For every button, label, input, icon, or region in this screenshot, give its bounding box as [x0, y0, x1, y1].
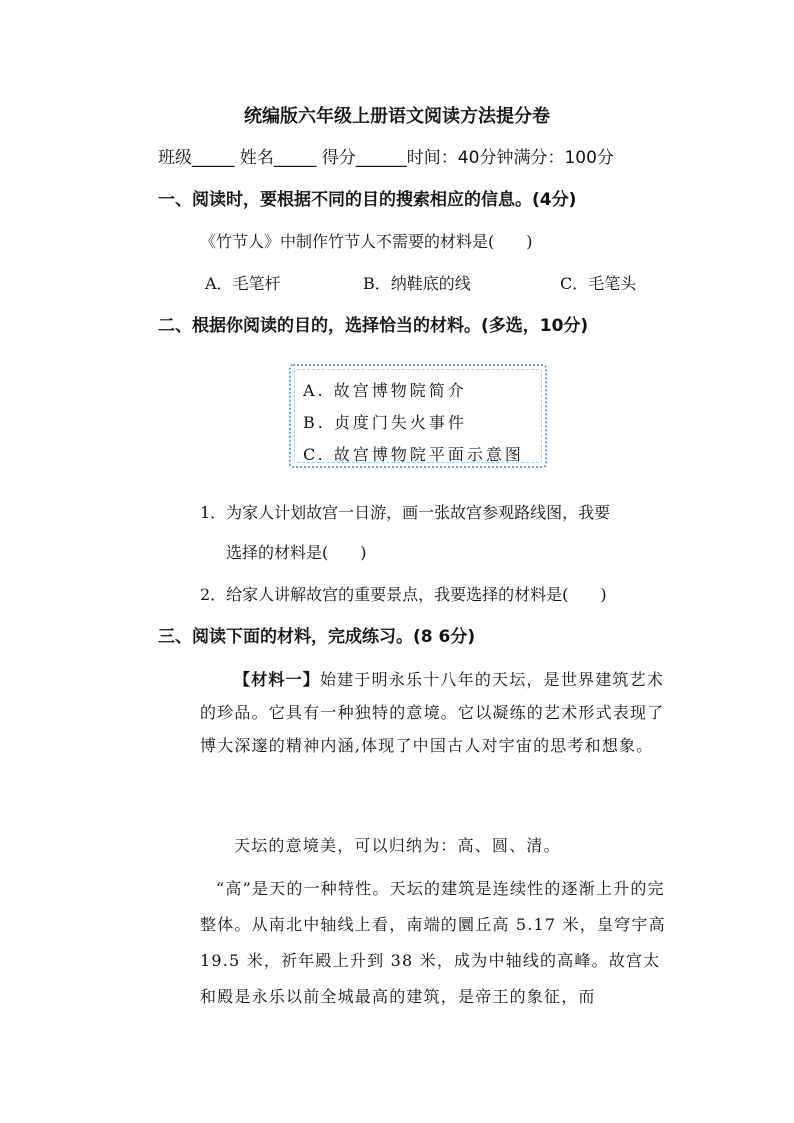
passage-paragraph-1-text: 始建于明永乐十八年的天坛，是世界建筑艺术的珍品。它具有一种独特的意境。它以凝练的艺术形式表现了博大深邃的精神内涵,体现了中国古人对宇宙的思考和想象。: [200, 670, 665, 755]
section2-question1-line1: 1．为家人计划故宫一日游，画一张故宫参观路线图，我要: [200, 503, 611, 522]
page-title: 统编版六年级上册语文阅读方法提分卷: [244, 106, 550, 127]
material-label: 【材料一】: [234, 670, 321, 689]
material-c: C. 故宫博物院平面示意图: [303, 445, 524, 464]
section1-heading: 一、阅读时，要根据不同的目的搜索相应的信息。(4分): [158, 190, 577, 210]
section1-question: 《竹节人》中制作竹节人不需要的材料是( ): [200, 232, 533, 251]
section3-heading: 三、阅读下面的材料，完成练习。(8 6分): [158, 627, 476, 647]
material-a: A. 故宫博物院简介: [303, 381, 467, 400]
section2-question1-line2: 选择的材料是( ): [226, 543, 367, 562]
section1-option-a: A．毛笔杆: [205, 274, 281, 293]
materials-box: [289, 364, 547, 468]
section2-heading: 二、根据你阅读的目的，选择恰当的材料。(多选，10分): [158, 316, 589, 336]
section1-option-b: B．纳鞋底的线: [363, 274, 471, 293]
section1-option-c: C．毛笔头: [560, 274, 637, 293]
passage-paragraph-3: “高”是天的一种特性。天坛的建筑是连续性的逐渐上升的完整体。从南北中轴线上看，南端的圜丘高 5.17 米，皇穹宇高 19.5 米，祈年殿上升到 38 米，成为中轴线的高峰。故宫太和殿是永乐以前全城最高的建筑，是帝王的象征，而: [200, 879, 666, 1006]
student-info-line: 班级_____ 姓名_____ 得分______时间：40分钟满分：100分: [158, 148, 614, 168]
material-b: B. 贞度门失火事件: [303, 413, 467, 432]
passage-paragraph-1: [200, 663, 676, 762]
passage-paragraph-2: 天坛的意境美，可以归纳为：高、圆、清。: [234, 836, 561, 855]
section2-question2: 2．给家人讲解故宫的重要景点，我要选择的材料是( ): [200, 585, 607, 604]
